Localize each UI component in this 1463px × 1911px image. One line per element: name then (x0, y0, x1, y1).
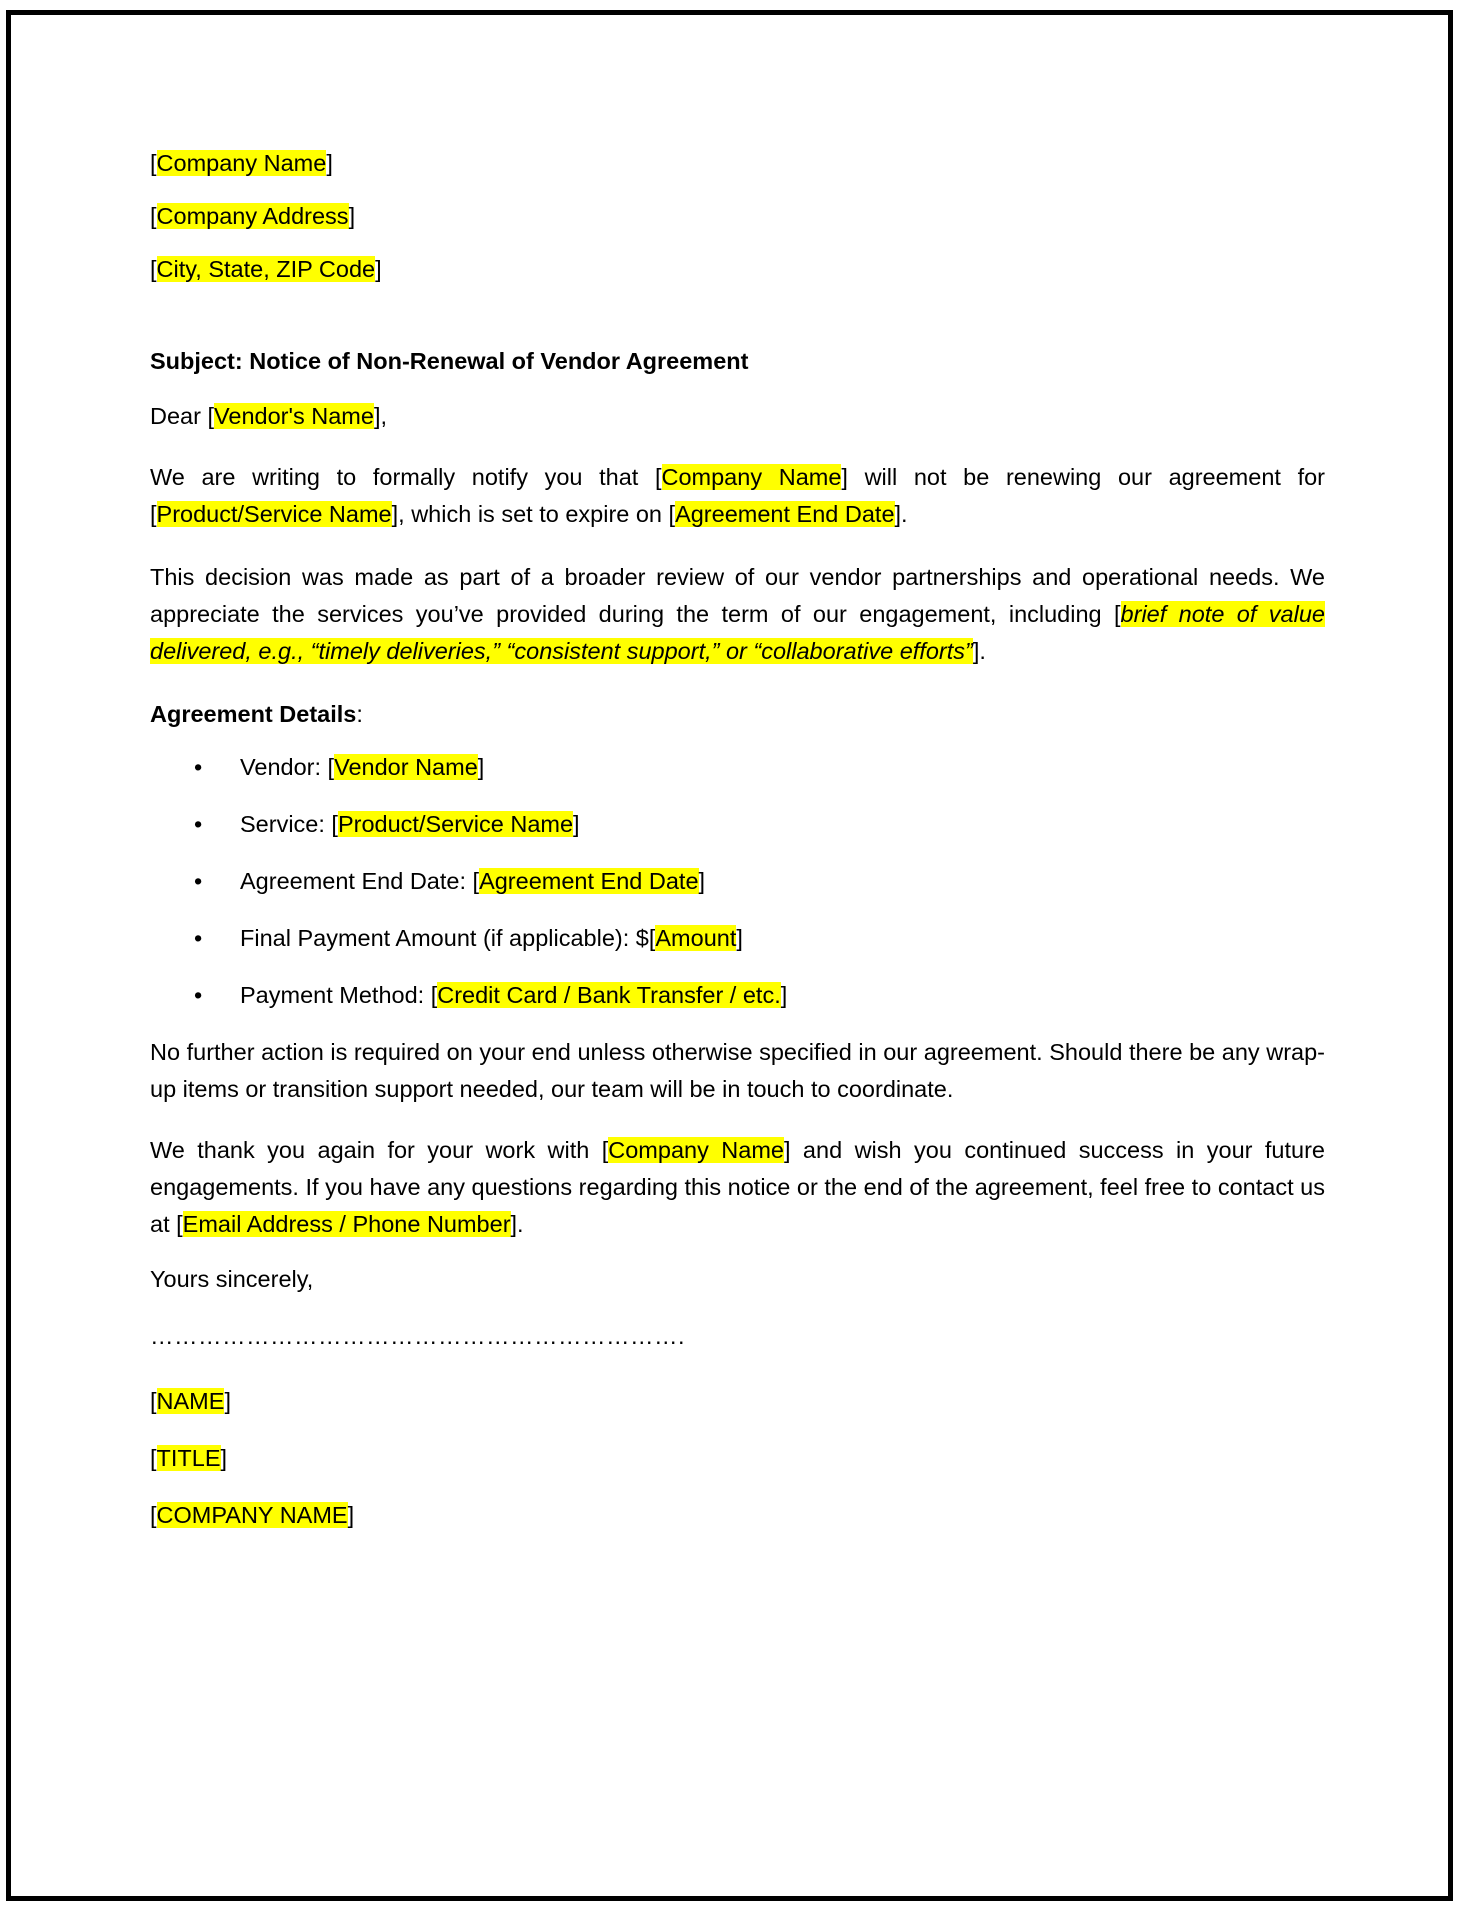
detail-label: Agreement End Date: [ (240, 868, 480, 894)
para1-text-1: We are writing to formally notify you that [ (150, 464, 662, 490)
detail-value: Credit Card / Bank Transfer / etc. (437, 982, 781, 1008)
list-item (240, 806, 1325, 843)
list-item (240, 977, 1325, 1014)
para4-contact: Email Address / Phone Number (182, 1211, 511, 1237)
signature-title-line: [TITLE] (150, 1445, 228, 1471)
detail-close: ] (477, 754, 485, 780)
para2-text-2: ]. (972, 638, 986, 664)
para2-text-1: This decision was made as part of a broader review of our vendor partnerships and operational needs. We appreciate the services you’ve provided during the term of our engagement, including [ (150, 564, 1325, 627)
para4-company-name: Company Name (608, 1137, 784, 1163)
salutation-vendor-name: Vendor's Name (214, 403, 374, 429)
salutation-prefix: Dear [ (150, 403, 214, 429)
list-item (240, 920, 1325, 957)
detail-close: ] (698, 868, 706, 894)
sender-city-state-zip: City, State, ZIP Code (156, 256, 376, 282)
sender-address-block (150, 145, 1325, 288)
para1-end-date: Agreement End Date (675, 501, 895, 527)
para4-text-3: ]. (510, 1211, 524, 1237)
detail-value: Amount (655, 925, 737, 951)
para1-text-2: ] will not be renewing our agreement for [ (150, 464, 1325, 527)
details-list (150, 749, 1325, 1014)
document-page (6, 10, 1453, 1901)
details-heading (150, 696, 1325, 733)
details-heading-text: Agreement Details (150, 701, 357, 727)
list-item (240, 863, 1325, 900)
para1-company-name: Company Name (661, 464, 842, 490)
paragraph-appreciation (150, 559, 1325, 670)
detail-close: ] (573, 811, 580, 837)
para4-text-1: We thank you again for your work with [ (150, 1137, 609, 1163)
signature-company: COMPANY NAME (156, 1502, 348, 1528)
detail-close: ] (780, 982, 788, 1008)
detail-label: Vendor: [ (240, 754, 335, 780)
detail-label: Service: [ (240, 811, 338, 837)
signature-name: NAME (156, 1388, 225, 1414)
para1-product-service: Product/Service Name (156, 501, 392, 527)
detail-label: Final Payment Amount (if applicable): $[ (240, 925, 656, 951)
signature-line: …………………………………………………………. (150, 1323, 686, 1349)
closing-line: Yours sincerely, (150, 1266, 314, 1292)
sender-company-line: [Company Name] (150, 150, 333, 176)
detail-value: Product/Service Name (337, 811, 574, 837)
list-item (240, 749, 1325, 786)
subject-line: Subject: Notice of Non-Renewal of Vendor Agreement (150, 348, 749, 374)
paragraph-no-action: No further action is required on your end unless otherwise specified in our agreement. Should there be any wrap-up items or transition support needed, our team will be in touch to coordinate. (150, 1039, 1325, 1102)
salutation (150, 398, 1325, 435)
detail-close: ] (736, 925, 743, 951)
para1-text-4: ]. (894, 501, 908, 527)
detail-value: Vendor Name (334, 754, 478, 780)
details-heading-colon: : (356, 701, 363, 727)
signature-title: TITLE (156, 1445, 221, 1471)
para4-text-2: ] and wish you continued success in your future engagements. If you have any questions regarding this notice or the end of the agreement, feel free to contact us at [ (150, 1137, 1325, 1237)
signature-company-line: [COMPANY NAME] (150, 1502, 355, 1528)
sender-city-line: [City, State, ZIP Code] (150, 256, 382, 282)
sender-address-line: [Company Address] (150, 203, 356, 229)
salutation-suffix: ], (373, 403, 387, 429)
para1-text-3: ], which is set to expire on [ (391, 501, 676, 527)
detail-value: Agreement End Date (479, 868, 699, 894)
paragraph-notice (150, 459, 1325, 533)
detail-label: Payment Method: [ (240, 982, 438, 1008)
sender-company-address: Company Address (156, 203, 349, 229)
signature-block (150, 1383, 1325, 1534)
paragraph-thanks (150, 1132, 1325, 1243)
sender-company-name: Company Name (156, 150, 327, 176)
letter-body (150, 145, 1325, 1534)
para2-value-note: brief note of value delivered, e.g., “timely deliveries,” “consistent support,” or “collaborative efforts” (150, 601, 1325, 664)
signature-name-line: [NAME] (150, 1388, 231, 1414)
